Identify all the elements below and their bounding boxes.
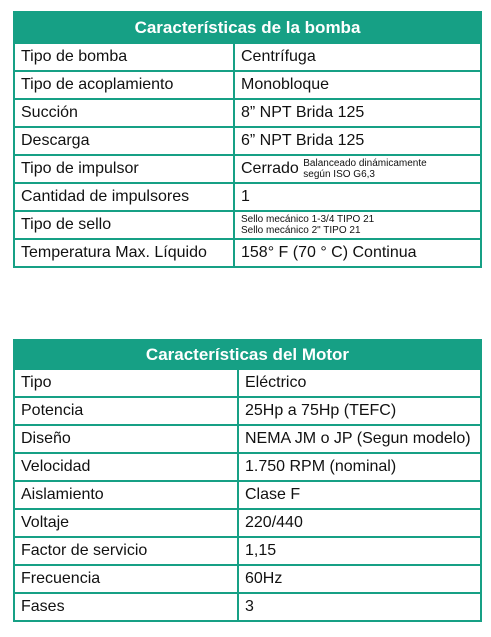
spec-label: Factor de servicio: [14, 537, 238, 565]
spec-value: 25Hp a 75Hp (TEFC): [238, 397, 481, 425]
spec-value: Centrífuga: [234, 43, 481, 71]
spec-label: Tipo de acoplamiento: [14, 71, 234, 99]
table-row: [14, 537, 481, 565]
table-row: [14, 481, 481, 509]
spec-note-line: Balanceado dinámicamente: [303, 158, 427, 169]
spec-label: Fases: [14, 593, 238, 621]
spec-value-line: Sello mecánico 1-3/4 TIPO 21: [241, 214, 375, 225]
table-row: [14, 71, 481, 99]
table-row: [14, 509, 481, 537]
pump-specs-table: [13, 11, 482, 268]
spec-label: Tipo de bomba: [14, 43, 234, 71]
spec-value: 1,15: [238, 537, 481, 565]
spec-label: Aislamiento: [14, 481, 238, 509]
spec-value: 3: [238, 593, 481, 621]
spec-label: Voltaje: [14, 509, 238, 537]
spec-value: Monobloque: [234, 71, 481, 99]
spec-label: Tipo: [14, 369, 238, 397]
spec-label: Tipo de sello: [14, 211, 234, 239]
table-row: [14, 239, 481, 267]
table-row: [14, 369, 481, 397]
spec-value: 6” NPT Brida 125: [234, 127, 481, 155]
spec-label: Temperatura Max. Líquido: [14, 239, 234, 267]
table-row: [14, 593, 481, 621]
pump-table-title: Características de la bomba: [14, 12, 481, 43]
spec-label: Descarga: [14, 127, 234, 155]
spec-value: Cerrado: [241, 160, 299, 178]
spec-label: Frecuencia: [14, 565, 238, 593]
table-row: [14, 453, 481, 481]
table-row: [14, 183, 481, 211]
spec-label: Cantidad de impulsores: [14, 183, 234, 211]
table-row: [14, 565, 481, 593]
spec-value: 1.750 RPM (nominal): [238, 453, 481, 481]
spec-value: 60Hz: [238, 565, 481, 593]
spec-value: 220/440: [238, 509, 481, 537]
spec-value-line: Sello mecánico 2" TIPO 21: [241, 225, 361, 236]
spec-value-cell: [234, 155, 481, 183]
spec-label: Diseño: [14, 425, 238, 453]
table-header-row: [14, 340, 481, 369]
spec-label: Potencia: [14, 397, 238, 425]
spec-value: Eléctrico: [238, 369, 481, 397]
table-row: [14, 397, 481, 425]
spec-label: Succión: [14, 99, 234, 127]
table-row: [14, 43, 481, 71]
motor-specs-table: [13, 339, 482, 622]
spec-value: 1: [234, 183, 481, 211]
motor-table-title: Características del Motor: [14, 340, 481, 369]
spec-value: 8” NPT Brida 125: [234, 99, 481, 127]
table-row: [14, 425, 481, 453]
table-header-row: [14, 12, 481, 43]
spec-value: Clase F: [238, 481, 481, 509]
spec-note-line: según ISO G6,3: [303, 169, 375, 180]
table-row: [14, 99, 481, 127]
table-row: [14, 127, 481, 155]
spec-value-cell: [234, 211, 481, 239]
table-row: [14, 211, 481, 239]
spec-value: NEMA JM o JP (Segun modelo): [238, 425, 481, 453]
spec-label: Velocidad: [14, 453, 238, 481]
spec-note: [303, 158, 426, 180]
table-row: [14, 155, 481, 183]
spec-label: Tipo de impulsor: [14, 155, 234, 183]
spec-value: 158° F (70 ° C) Continua: [234, 239, 481, 267]
